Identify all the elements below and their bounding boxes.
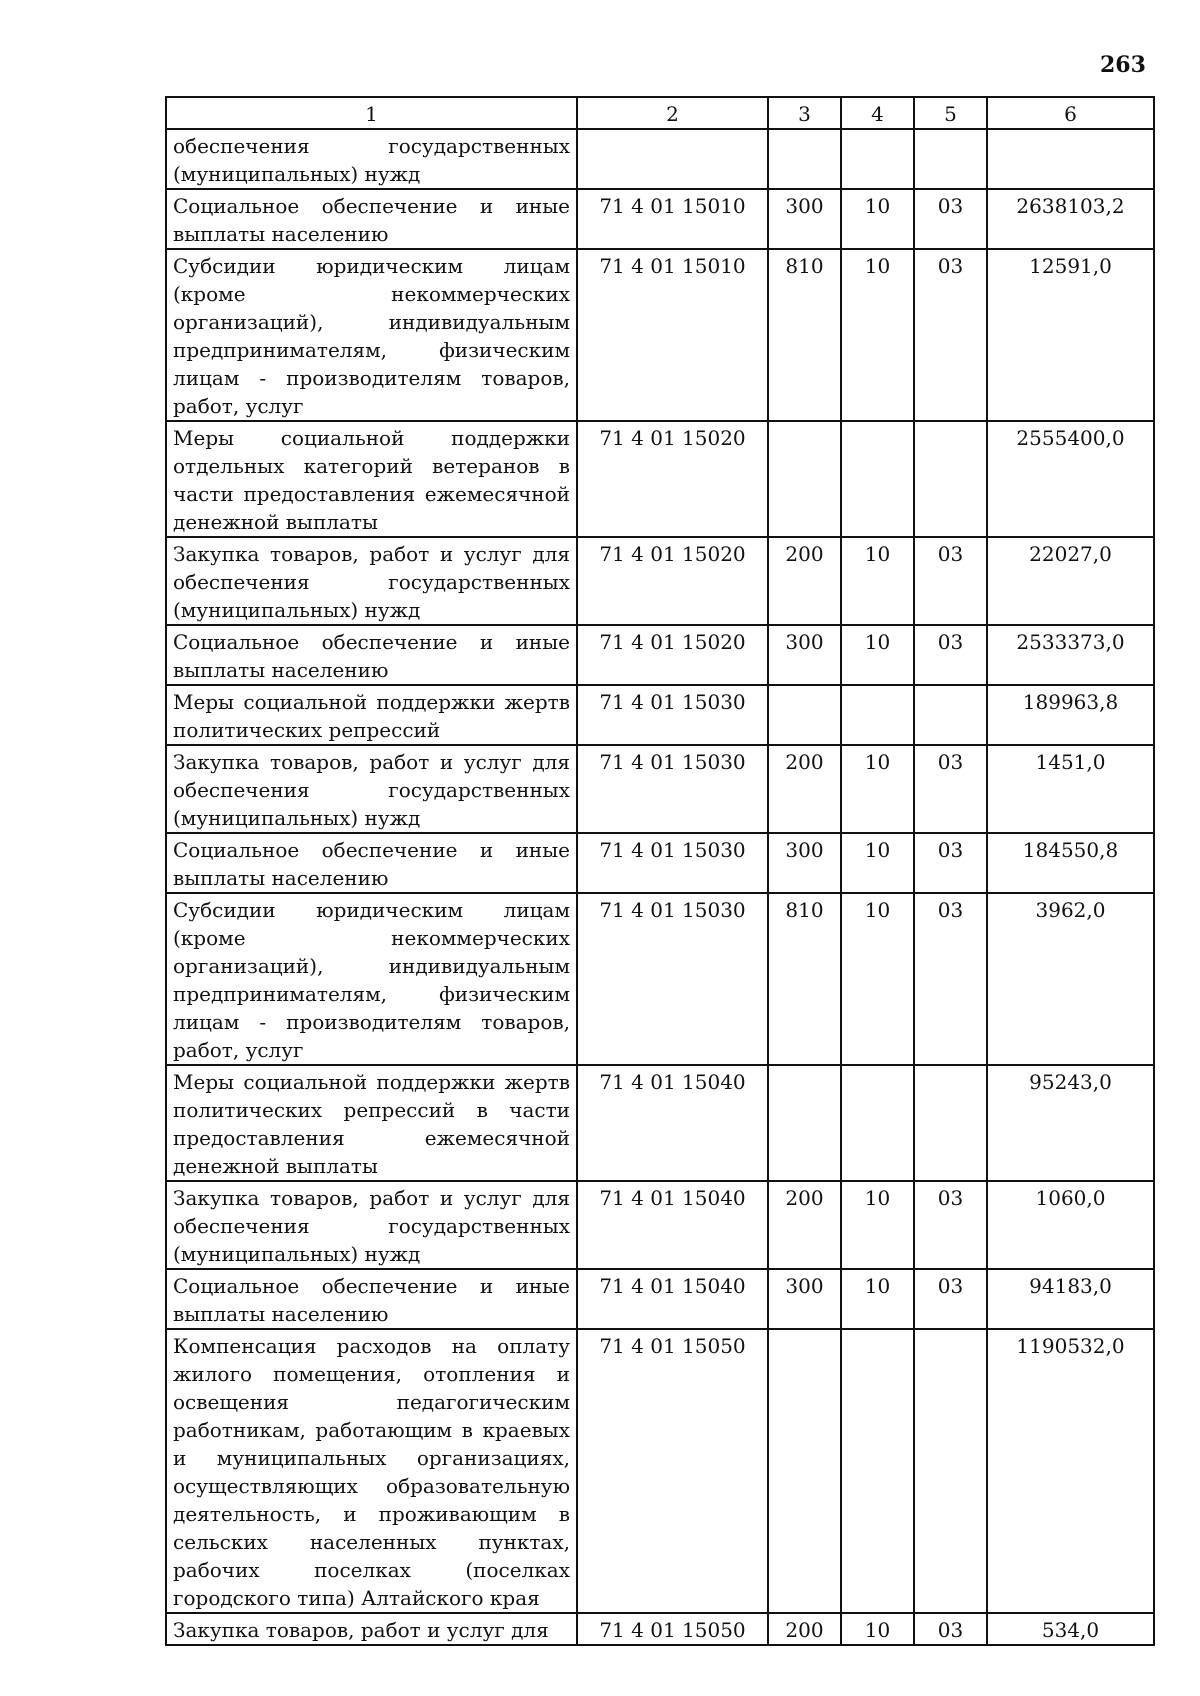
- header-cell: 5: [914, 97, 987, 129]
- row-subsection: [914, 1329, 987, 1613]
- row-expense-type: 200: [768, 1181, 841, 1269]
- row-section: 10: [841, 745, 914, 833]
- header-cell: 6: [987, 97, 1154, 129]
- row-description: Субсидии юридическим лицам (кроме некоммерческих организаций), индивидуальным предпринимателям, физическим лицам - производителям товаров, работ, услуг: [166, 893, 577, 1065]
- row-code: 71 4 01 15010: [577, 189, 768, 249]
- row-amount: 2533373,0: [987, 625, 1154, 685]
- row-amount: 2555400,0: [987, 421, 1154, 537]
- row-expense-type: 810: [768, 249, 841, 421]
- row-description: Меры социальной поддержки отдельных категорий ветеранов в части предоставления ежемесячной денежной выплаты: [166, 421, 577, 537]
- row-description: Меры социальной поддержки жертв политических репрессий: [166, 685, 577, 745]
- row-subsection: 03: [914, 1613, 987, 1645]
- row-subsection: 03: [914, 893, 987, 1065]
- row-description: Социальное обеспечение и иные выплаты населению: [166, 189, 577, 249]
- row-section: [841, 129, 914, 189]
- row-code: 71 4 01 15020: [577, 625, 768, 685]
- row-description: обеспечения государственных (муниципальных) нужд: [166, 129, 577, 189]
- row-subsection: 03: [914, 189, 987, 249]
- row-description: Субсидии юридическим лицам (кроме некоммерческих организаций), индивидуальным предпринимателям, физическим лицам - производителям товаров, работ, услуг: [166, 249, 577, 421]
- row-section: 10: [841, 833, 914, 893]
- table-body: [166, 129, 1154, 1645]
- row-code: 71 4 01 15040: [577, 1065, 768, 1181]
- row-expense-type: 200: [768, 537, 841, 625]
- table-row: [166, 249, 1154, 421]
- row-subsection: [914, 685, 987, 745]
- row-amount: 1451,0: [987, 745, 1154, 833]
- row-code: 71 4 01 15030: [577, 745, 768, 833]
- row-subsection: 03: [914, 625, 987, 685]
- row-section: 10: [841, 893, 914, 1065]
- row-section: [841, 1065, 914, 1181]
- row-subsection: [914, 421, 987, 537]
- row-description: Закупка товаров, работ и услуг для обеспечения государственных (муниципальных) нужд: [166, 537, 577, 625]
- row-description: Закупка товаров, работ и услуг для: [166, 1613, 577, 1645]
- table-row: [166, 189, 1154, 249]
- row-amount: 95243,0: [987, 1065, 1154, 1181]
- row-code: 71 4 01 15050: [577, 1329, 768, 1613]
- row-amount: 1060,0: [987, 1181, 1154, 1269]
- row-code: 71 4 01 15030: [577, 893, 768, 1065]
- row-expense-type: 200: [768, 1613, 841, 1645]
- table-row: [166, 129, 1154, 189]
- row-expense-type: [768, 1329, 841, 1613]
- header-row: [166, 97, 1154, 129]
- row-description: Социальное обеспечение и иные выплаты населению: [166, 833, 577, 893]
- row-amount: 94183,0: [987, 1269, 1154, 1329]
- row-amount: 22027,0: [987, 537, 1154, 625]
- row-amount: 12591,0: [987, 249, 1154, 421]
- header-cell: 1: [166, 97, 577, 129]
- row-subsection: 03: [914, 249, 987, 421]
- row-amount: 534,0: [987, 1613, 1154, 1645]
- row-code: 71 4 01 15030: [577, 685, 768, 745]
- row-amount: 1190532,0: [987, 1329, 1154, 1613]
- row-amount: 2638103,2: [987, 189, 1154, 249]
- table-row: [166, 833, 1154, 893]
- header-cell: 4: [841, 97, 914, 129]
- row-expense-type: [768, 685, 841, 745]
- row-expense-type: [768, 129, 841, 189]
- row-expense-type: [768, 421, 841, 537]
- row-amount: [987, 129, 1154, 189]
- row-amount: 3962,0: [987, 893, 1154, 1065]
- row-code: 71 4 01 15050: [577, 1613, 768, 1645]
- row-expense-type: 300: [768, 189, 841, 249]
- table-row: [166, 685, 1154, 745]
- row-description: Компенсация расходов на оплату жилого помещения, отопления и освещения педагогическим работникам, работающим в краевых и муниципальных организациях, осуществляющих образовательную деятельность, и проживающим в сельских населенных пунктах, рабочих поселках (поселках городского типа) Алтайского края: [166, 1329, 577, 1613]
- row-subsection: 03: [914, 537, 987, 625]
- table-row: [166, 1613, 1154, 1645]
- row-subsection: [914, 129, 987, 189]
- row-expense-type: 300: [768, 625, 841, 685]
- row-section: [841, 685, 914, 745]
- row-code: [577, 129, 768, 189]
- table-row: [166, 1065, 1154, 1181]
- row-expense-type: [768, 1065, 841, 1181]
- budget-table: [165, 96, 1155, 1646]
- row-expense-type: 810: [768, 893, 841, 1065]
- row-subsection: 03: [914, 833, 987, 893]
- row-subsection: 03: [914, 745, 987, 833]
- row-section: [841, 1329, 914, 1613]
- header-cell: 2: [577, 97, 768, 129]
- row-amount: 189963,8: [987, 685, 1154, 745]
- row-section: 10: [841, 1269, 914, 1329]
- row-subsection: 03: [914, 1269, 987, 1329]
- row-description: Социальное обеспечение и иные выплаты населению: [166, 625, 577, 685]
- table-row: [166, 1329, 1154, 1613]
- row-code: 71 4 01 15040: [577, 1269, 768, 1329]
- table-row: [166, 893, 1154, 1065]
- row-subsection: [914, 1065, 987, 1181]
- row-section: 10: [841, 1613, 914, 1645]
- row-code: 71 4 01 15020: [577, 537, 768, 625]
- row-expense-type: 200: [768, 745, 841, 833]
- row-section: 10: [841, 189, 914, 249]
- row-section: 10: [841, 249, 914, 421]
- header-cell: 3: [768, 97, 841, 129]
- row-description: Социальное обеспечение и иные выплаты населению: [166, 1269, 577, 1329]
- row-section: 10: [841, 537, 914, 625]
- table-row: [166, 1181, 1154, 1269]
- row-section: 10: [841, 1181, 914, 1269]
- table-row: [166, 537, 1154, 625]
- row-code: 71 4 01 15040: [577, 1181, 768, 1269]
- row-expense-type: 300: [768, 833, 841, 893]
- row-subsection: 03: [914, 1181, 987, 1269]
- row-section: [841, 421, 914, 537]
- table-row: [166, 625, 1154, 685]
- row-section: 10: [841, 625, 914, 685]
- row-code: 71 4 01 15010: [577, 249, 768, 421]
- row-code: 71 4 01 15020: [577, 421, 768, 537]
- table-row: [166, 745, 1154, 833]
- row-description: Закупка товаров, работ и услуг для обеспечения государственных (муниципальных) нужд: [166, 745, 577, 833]
- page-number: 263: [1100, 52, 1146, 78]
- row-description: Меры социальной поддержки жертв политических репрессий в части предоставления ежемесячной денежной выплаты: [166, 1065, 577, 1181]
- row-description: Закупка товаров, работ и услуг для обеспечения государственных (муниципальных) нужд: [166, 1181, 577, 1269]
- table-row: [166, 421, 1154, 537]
- row-code: 71 4 01 15030: [577, 833, 768, 893]
- row-expense-type: 300: [768, 1269, 841, 1329]
- table-row: [166, 1269, 1154, 1329]
- row-amount: 184550,8: [987, 833, 1154, 893]
